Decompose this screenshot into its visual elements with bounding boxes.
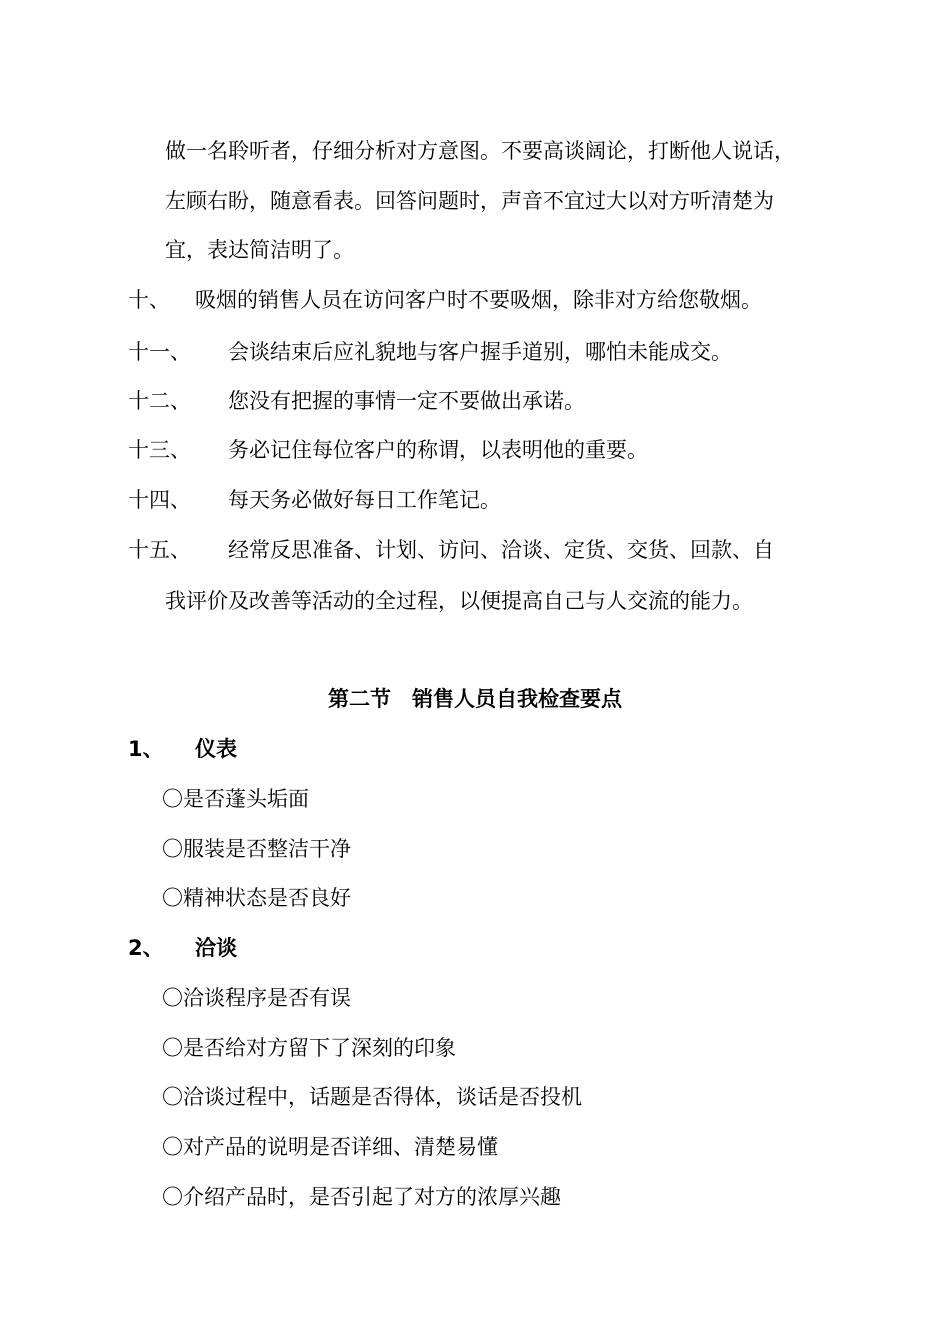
rule-number: 十二、	[128, 389, 191, 413]
rule-text: 每天务必做好每日工作笔记。	[228, 488, 501, 512]
rule-text: 经常反思准备、计划、访问、洽谈、定货、交货、回款、自	[228, 538, 774, 562]
rule-number: 十四、	[128, 488, 191, 512]
rule-number: 十、	[128, 288, 170, 312]
group-number: 1、	[128, 737, 164, 761]
group-title: 洽谈	[195, 936, 237, 960]
group-number: 2、	[128, 936, 164, 960]
rule-text: 吸烟的销售人员在访问客户时不要吸烟，除非对方给您敬烟。	[195, 288, 762, 312]
rule-number: 十三、	[128, 438, 191, 462]
paragraph-line: 做一名聆听者，仔细分析对方意图。不要高谈阔论，打断他人说话，	[165, 139, 795, 163]
check-item: 〇精神状态是否良好	[162, 886, 351, 910]
paragraph-line: 左顾右盼，随意看表。回答问题时，声音不宜过大以对方听清楚为	[165, 189, 774, 213]
rule-text: 会谈结束后应礼貌地与客户握手道别，哪怕未能成交。	[228, 340, 732, 364]
group-title: 仪表	[195, 737, 237, 761]
rule-number: 十一、	[128, 340, 191, 364]
check-item: 〇洽谈程序是否有误	[162, 986, 351, 1010]
check-item: 〇服装是否整洁干净	[162, 837, 351, 861]
check-item: 〇介绍产品时，是否引起了对方的浓厚兴趣	[162, 1185, 561, 1209]
rule-text: 务必记住每位客户的称谓，以表明他的重要。	[228, 438, 648, 462]
rule-text: 您没有把握的事情一定不要做出承诺。	[228, 389, 585, 413]
check-item: 〇是否给对方留下了深刻的印象	[162, 1036, 456, 1060]
section-title: 第二节 销售人员自我检查要点	[328, 687, 622, 711]
check-item: 〇是否蓬头垢面	[162, 787, 309, 811]
check-item: 〇洽谈过程中，话题是否得体，谈话是否投机	[162, 1085, 582, 1109]
paragraph-line: 宜，表达简洁明了。	[165, 238, 354, 262]
rule-text-continuation: 我评价及改善等活动的全过程，以便提高自己与人交流的能力。	[165, 589, 753, 613]
check-item: 〇对产品的说明是否详细、清楚易懂	[162, 1135, 498, 1159]
rule-number: 十五、	[128, 538, 191, 562]
